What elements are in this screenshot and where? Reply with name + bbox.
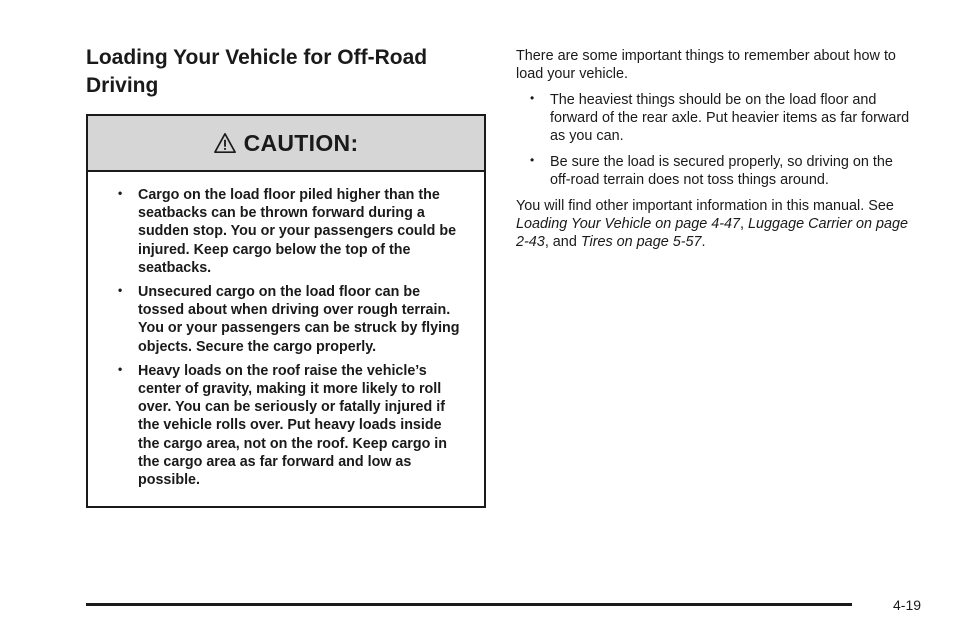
section-heading: Loading Your Vehicle for Off-Road Driving (86, 46, 428, 97)
warning-triangle-icon (214, 132, 236, 154)
cross-reference-link[interactable]: Luggage Carrier on page 2-43 (516, 216, 909, 250)
right-column (516, 47, 916, 259)
bullet-icon: • (530, 153, 535, 167)
page-number: 4-19 (893, 597, 922, 613)
caution-title: CAUTION: (243, 129, 359, 156)
caution-item (118, 283, 464, 356)
caution-item-text: Unsecured cargo on the load floor can be tossed about when driving over rough terrain. You or your passengers can be struck by flying objects. Secure the cargo properly. (138, 284, 460, 355)
separator-text: , and (544, 234, 581, 250)
cross-reference-link[interactable]: Loading Your Vehicle on page 4-47 (516, 216, 741, 232)
bullet-icon: • (118, 283, 123, 298)
caution-item (118, 362, 464, 489)
list-item-text: Be sure the load is secured properly, so driving on the off-road terrain does not toss things around. (550, 154, 893, 188)
footer-rule (86, 603, 852, 606)
caution-list (88, 172, 484, 489)
list-item (530, 153, 916, 189)
caution-item (118, 186, 464, 277)
caution-box (86, 114, 486, 508)
caution-header (88, 116, 484, 172)
intro-paragraph: There are some important things to remember about how to load your vehicle. (516, 48, 896, 82)
see-also-lead: You will find other important information in this manual. See (516, 198, 894, 214)
caution-item-text: Heavy loads on the roof raise the vehicle’s center of gravity, making it more likely to roll over. You can be seriously or fatally injured if the vehicle rolls over. Put heavy loads inside the cargo area, not on the roof. Keep cargo in the cargo area as far forward and low as possible. (138, 362, 448, 489)
bullet-icon: • (118, 186, 123, 200)
list-item (530, 91, 916, 145)
see-also-paragraph (516, 197, 916, 251)
list-item-text: The heaviest things should be on the load floor and forward of the rear axle. Put heavier items as far forward as you can. (550, 92, 910, 144)
cross-reference-link[interactable]: Tires on page 5-57 (580, 234, 702, 250)
loading-tips-list (516, 91, 916, 189)
end-punctuation: . (701, 234, 706, 250)
caution-item-text: Cargo on the load floor piled higher than the seatbacks can be thrown forward during a sudden stop. You or your passengers could be injured. Keep cargo below the top of the seatbacks. (138, 187, 457, 276)
bullet-icon: • (118, 361, 123, 376)
bullet-icon: • (530, 91, 535, 105)
separator-text: , (740, 216, 749, 232)
